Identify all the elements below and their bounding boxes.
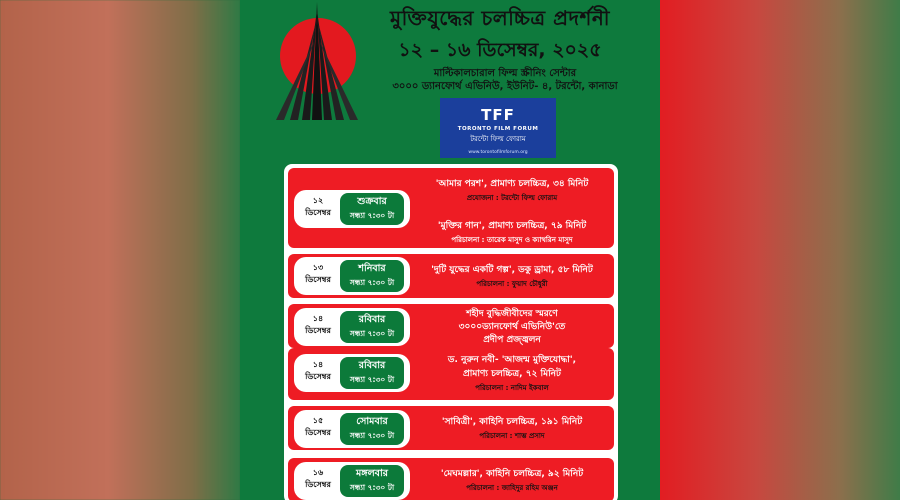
schedule-block-day-14-film [288, 348, 614, 400]
event-title: ড. নুরুন নবী- 'আজন্ম মুক্তিযোদ্ধা', [447, 355, 577, 365]
day-number: ১৪ [312, 360, 324, 369]
weekday-label: রবিবার [358, 360, 386, 371]
event-credit: পরিচালনা : তারেক মাসুদ ও ক্যাথরিন মাসুদ [451, 236, 573, 244]
event-title: 'সাবিত্রী', কাহিনি চলচ্চিত্র, ১৯১ মিনিট [441, 417, 583, 427]
weekday-label: মঙ্গলবার [356, 468, 388, 479]
day-month: ডিসেম্বর [305, 208, 331, 217]
showtime-label: সন্ধ্যা ৭:৩০ টা [349, 278, 395, 287]
festival-dates: ১২ – ১৬ ডিসেম্বর, ২০২৫ [398, 39, 602, 61]
event-credit: পরিচালনা : শাম্ভ প্রসাদ [479, 432, 545, 440]
event-title: প্রামাণ্য চলচ্চিত্র, ৭২ মিনিট [463, 369, 561, 379]
weekday-time-badge [340, 357, 404, 389]
event-credit: পরিচালনা : ফুয়াদ চৌধুরী [476, 280, 548, 288]
weekday-label: রবিবার [358, 314, 386, 325]
festival-poster [240, 0, 660, 500]
event-title: ৩০০০ড্যানফোর্থ এভিনিউ'তে [458, 322, 566, 332]
day-pill [294, 354, 410, 392]
event-title: শহীদ বুদ্ধিজীবীদের স্মরণে [466, 309, 558, 319]
event-title: 'দুটি যুদ্ধের একটি গল্প', ডকু ড্রামা, ৫৮ মিনিট [431, 265, 593, 275]
tff-logo-name-bn: টরন্টো ফিল্ম ফোরাম [470, 135, 526, 143]
schedule-block-day-16 [288, 458, 614, 500]
event-title: প্রদীপ প্রজ্জ্বলন [483, 335, 541, 345]
weekday-time-badge [340, 413, 404, 445]
schedule-block-day-15 [288, 406, 614, 450]
blurred-background-right [660, 0, 900, 500]
venue-name: মাল্টিকালচারাল ফিল্ম স্ক্রীনিং সেন্টার [433, 68, 577, 79]
event-credit: পরিচালনা : জাহিদুর রহিম অঞ্জন [466, 484, 558, 492]
showtime-label: সন্ধ্যা ৭:৩০ টা [349, 483, 395, 492]
event-title: 'মুক্তির গান', প্রামাণ্য চলচ্চিত্র, ৭৯ মিনিট [437, 221, 587, 231]
weekday-time-badge [340, 465, 404, 497]
tff-logo-url: www.torontofilmforum.org [468, 150, 528, 155]
day-month: ডিসেম্বর [305, 372, 331, 381]
schedule-block-day-13 [288, 254, 614, 298]
day-month: ডিসেম্বর [305, 428, 331, 437]
schedule-block-day-14-candle [288, 304, 614, 348]
day-number: ১৫ [312, 416, 324, 425]
day-number: ১৬ [312, 468, 324, 477]
poster-title: মুক্তিযুদ্ধের চলচ্চিত্র প্রদর্শনী [390, 6, 610, 30]
day-pill [294, 462, 410, 500]
day-number: ১৩ [312, 263, 324, 272]
weekday-label: সোমবার [356, 416, 388, 427]
venue-address: ৩০০০ ড্যানফোর্থ এভিনিউ, ইউনিট- ৪, টরন্টো, কানাডা [392, 81, 618, 92]
blurred-background-left [0, 0, 240, 500]
showtime-label: সন্ধ্যা ৭:৩০ টা [349, 211, 395, 220]
weekday-label: শুক্রবার [357, 196, 387, 207]
weekday-label: শনিবার [358, 263, 386, 274]
event-title: 'মেঘমল্লার', কাহিনি চলচ্চিত্র, ৯২ মিনিট [440, 469, 584, 479]
tff-logo [440, 98, 556, 158]
day-number: ১২ [312, 196, 324, 205]
day-month: ডিসেম্বর [305, 275, 331, 284]
weekday-time-badge [340, 193, 404, 225]
tff-logo-name: TORONTO FILM FORUM [457, 126, 539, 132]
day-month: ডিসেম্বর [305, 326, 331, 335]
day-pill [294, 410, 410, 448]
weekday-time-badge [340, 260, 404, 292]
day-pill [294, 190, 410, 228]
event-title: 'আমার পরশ', প্রামাণ্য চলচ্চিত্র, ৩৪ মিনিট [435, 179, 589, 189]
day-month: ডিসেম্বর [305, 480, 331, 489]
day-pill [294, 308, 410, 346]
schedule-block-day-12 [288, 168, 614, 248]
showtime-label: সন্ধ্যা ৭:৩০ টা [349, 329, 395, 338]
tff-logo-mark: TFF [481, 106, 515, 124]
showtime-label: সন্ধ্যা ৭:৩০ টা [349, 431, 395, 440]
event-credit: প্রযোজনা : টরন্টো ফিল্ম ফোরাম [466, 194, 558, 202]
schedule-panel [284, 164, 618, 500]
event-credit: পরিচালনা : নাদিম ইকবাল [475, 384, 549, 392]
showtime-label: সন্ধ্যা ৭:৩০ টা [349, 375, 395, 384]
weekday-time-badge [340, 311, 404, 343]
day-number: ১৪ [312, 314, 324, 323]
day-pill [294, 257, 410, 295]
